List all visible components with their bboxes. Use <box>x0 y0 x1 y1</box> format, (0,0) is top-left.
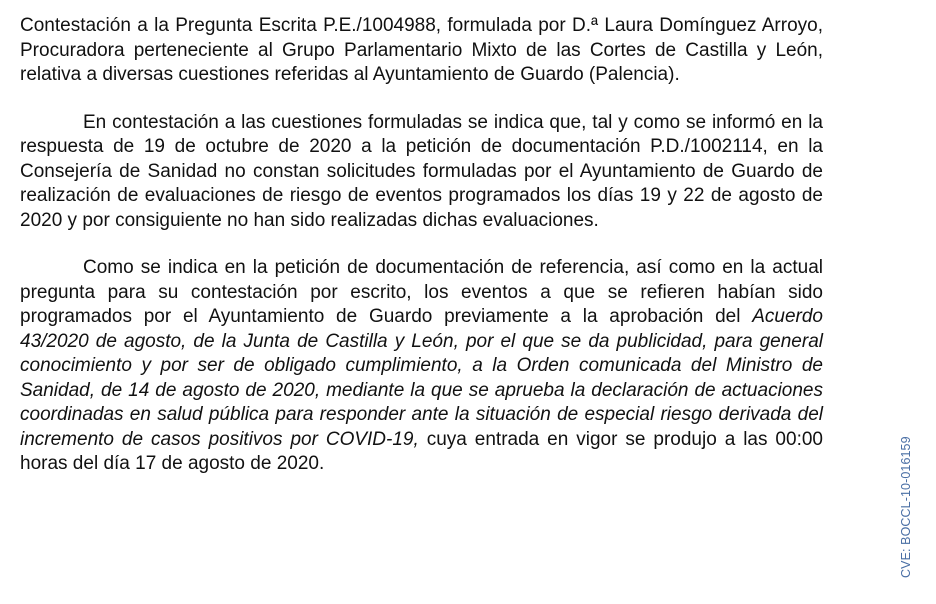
answer-paragraph-2 <box>20 256 823 477</box>
intro-paragraph: Contestación a la Pregunta Escrita P.E./1004988, formulada por D.ª Laura Domínguez Arroyo, Procuradora perteneciente al Grupo Parlamentario Mixto de las Cortes de Castilla y León, relativa a diversas cuestiones referidas al Ayuntamiento de Guardo (Palencia). <box>20 15 823 85</box>
cve-margin-code: CVE: BOCCL-10-016159 <box>899 436 913 578</box>
answer-paragraph-1: En contestación a las cuestiones formuladas se indica que, tal y como se informó en la respuesta de 19 de octubre de 2020 a la petición de documentación P.D./1002114, en la Consejería de Sanidad no constan solicitudes formuladas por el Ayuntamiento de Guardo de realización de evaluaciones de riesgo de eventos programados los días 19 y 22 de agosto de 2020 y por consiguiente no han sido realizadas dichas evaluaciones. <box>20 111 823 231</box>
paragraph-2-start: Como se indica en la petición de documentación de referencia, así como en la actual pregunta para su contestación por escrito, los eventos a que se refieren habían sido programados por el Ayuntamiento de Guardo previamente a la aprobación del <box>20 257 823 327</box>
paragraph-2-italic-reference: Acuerdo 43/2020 de agosto, de la Junta de Castilla y León, por el que se da publicidad, para general conocimiento y por ser de obligado cumplimiento, a la Orden comunicada del Ministro de Sanidad, de 14 de agosto de 2020, mediante la que se aprueba la declaración de actuaciones coordinadas en salud pública para responder ante la situación de especial riesgo derivada del incremento de casos positivos por COVID-19, <box>20 306 823 450</box>
paragraph-2-end: cuya entrada en vigor se produjo a las 00:00 horas del día 17 de agosto de 2020. <box>20 428 823 474</box>
document-body <box>20 14 823 500</box>
